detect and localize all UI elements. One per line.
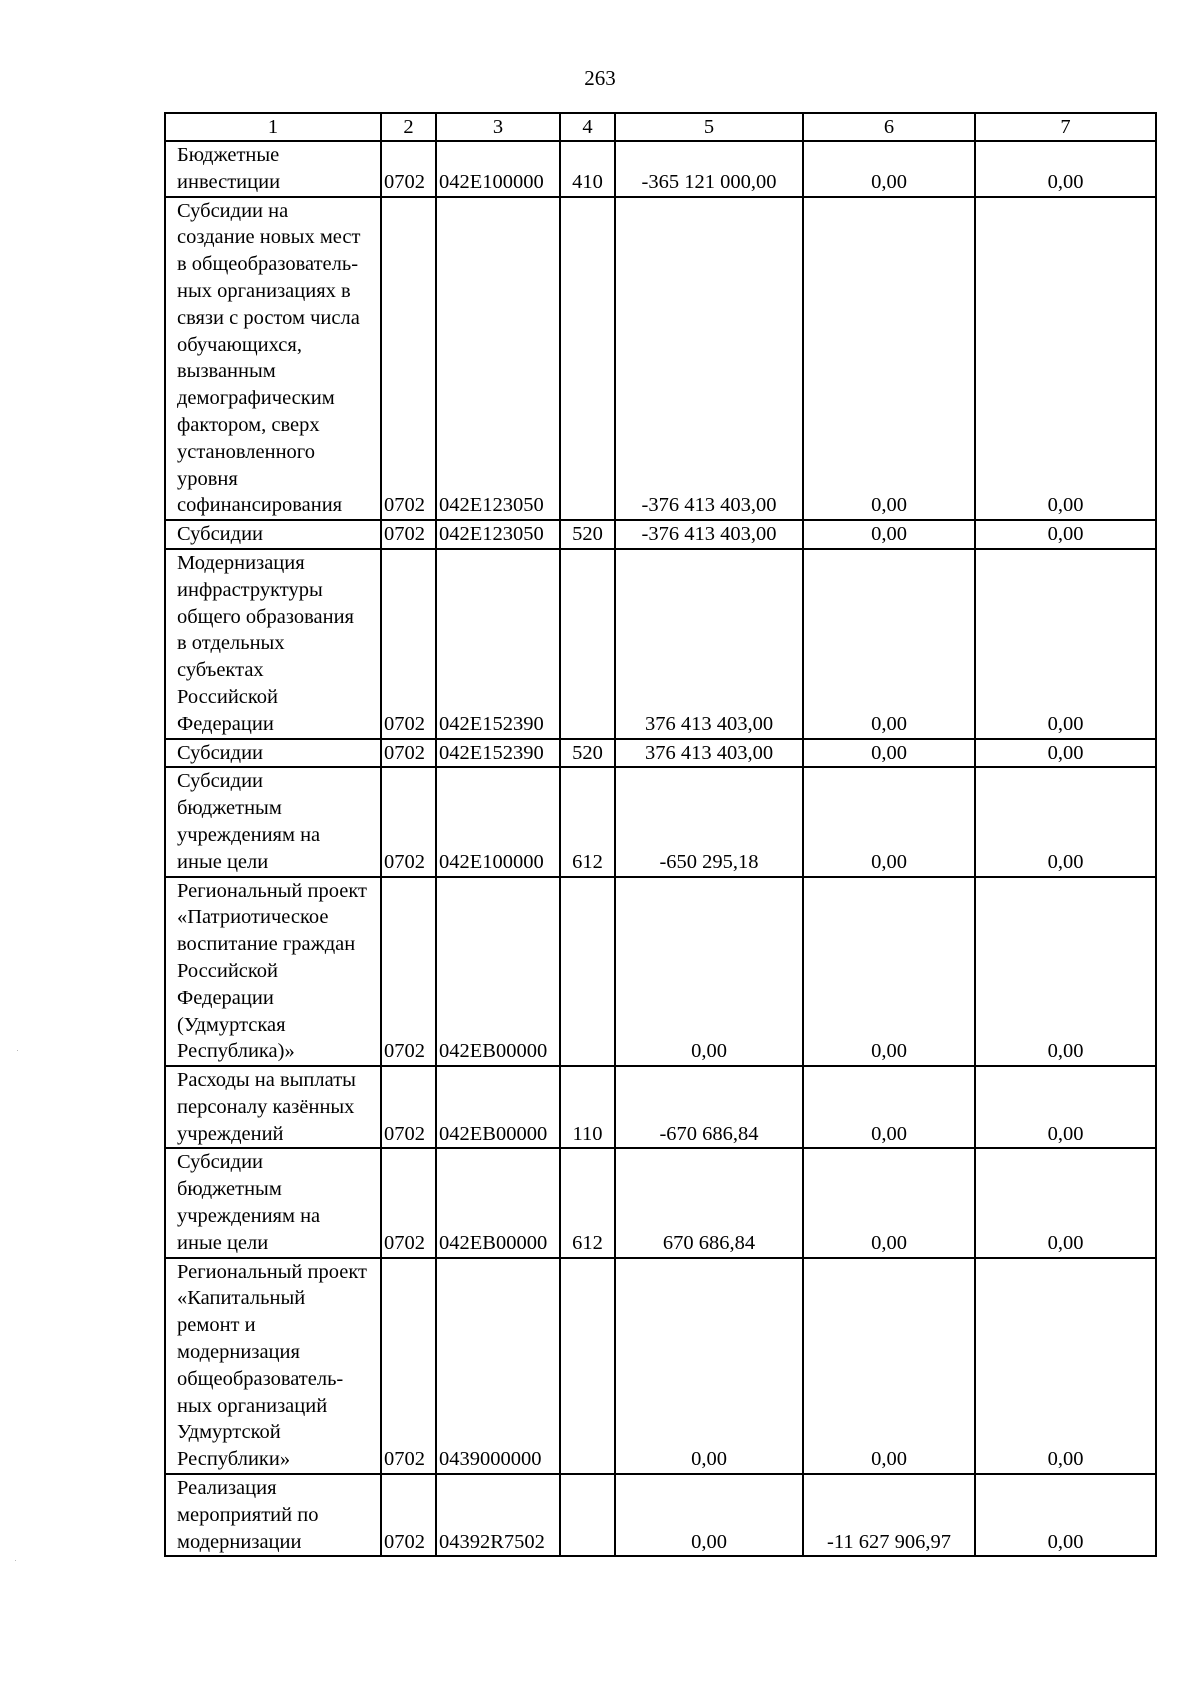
amount-col7-cell: 0,00 xyxy=(975,549,1156,739)
row-name-text: Региональный проект «Капитальный ремонт и модернизация общеобразователь- ных организаций Удмуртской Республики» xyxy=(177,1260,367,1471)
table-row xyxy=(165,1258,1156,1474)
section-code-cell: 0702 xyxy=(381,141,436,197)
row-name-text: Субсидии бюджетным учреждениям на иные цели xyxy=(177,770,321,873)
header-row xyxy=(165,113,1156,141)
target-article-cell: 042E123050 xyxy=(436,520,560,549)
expense-type-cell: 520 xyxy=(560,739,615,768)
expense-type-cell: 612 xyxy=(560,1148,615,1257)
target-article-cell: 042E152390 xyxy=(436,739,560,768)
amount-col6-cell: 0,00 xyxy=(803,877,975,1067)
section-code-cell: 0702 xyxy=(381,520,436,549)
row-name-cell xyxy=(165,141,381,197)
amount-col7-cell: 0,00 xyxy=(975,1474,1156,1556)
row-name-text: Реализация мероприятий по модернизации xyxy=(177,1477,319,1553)
target-article-cell: 042EB00000 xyxy=(436,1066,560,1148)
budget-table xyxy=(164,112,1157,1557)
row-name-cell xyxy=(165,1474,381,1556)
amount-col7-cell: 0,00 xyxy=(975,877,1156,1067)
amount-col6-cell: -11 627 906,97 xyxy=(803,1474,975,1556)
column-header: 6 xyxy=(803,113,975,141)
amount-col6-cell: 0,00 xyxy=(803,197,975,521)
expense-type-cell: 110 xyxy=(560,1066,615,1148)
amount-col5-cell: -365 121 000,00 xyxy=(615,141,803,197)
amount-col7-cell: 0,00 xyxy=(975,1258,1156,1474)
amount-col5-cell: 0,00 xyxy=(615,1474,803,1556)
column-header: 4 xyxy=(560,113,615,141)
row-name-text: Субсидии xyxy=(177,741,264,764)
table-row xyxy=(165,141,1156,197)
target-article-cell: 042EB00000 xyxy=(436,877,560,1067)
amount-col7-cell: 0,00 xyxy=(975,520,1156,549)
target-article-cell: 0439000000 xyxy=(436,1258,560,1474)
amount-col7-cell: 0,00 xyxy=(975,1148,1156,1257)
amount-col5-cell: -376 413 403,00 xyxy=(615,520,803,549)
row-name-cell xyxy=(165,1148,381,1257)
row-name-text: Бюджетные инвестиции xyxy=(177,144,281,193)
amount-col6-cell: 0,00 xyxy=(803,549,975,739)
target-article-cell: 042EB00000 xyxy=(436,1148,560,1257)
table-body xyxy=(165,141,1156,1556)
row-name-text: Региональный проект «Патриотическое воспитание граждан Российской Федерации (Удмуртская Республика)» xyxy=(177,879,367,1063)
amount-col7-cell: 0,00 xyxy=(975,767,1156,876)
expense-type-cell: 612 xyxy=(560,767,615,876)
table-row xyxy=(165,197,1156,521)
amount-col5-cell: 0,00 xyxy=(615,877,803,1067)
table-row xyxy=(165,739,1156,768)
row-name-text: Расходы на выплаты персоналу казённых учреждений xyxy=(177,1069,356,1145)
amount-col7-cell: 0,00 xyxy=(975,197,1156,521)
target-article-cell: 04392R7502 xyxy=(436,1474,560,1556)
column-header: 2 xyxy=(381,113,436,141)
table-row xyxy=(165,1148,1156,1257)
scan-speck xyxy=(15,1560,16,1561)
row-name-cell xyxy=(165,767,381,876)
amount-col5-cell: -670 686,84 xyxy=(615,1066,803,1148)
amount-col6-cell: 0,00 xyxy=(803,520,975,549)
expense-type-cell xyxy=(560,1258,615,1474)
amount-col6-cell: 0,00 xyxy=(803,739,975,768)
expense-type-cell xyxy=(560,197,615,521)
row-name-text: Субсидии xyxy=(177,523,264,546)
amount-col6-cell: 0,00 xyxy=(803,1066,975,1148)
section-code-cell: 0702 xyxy=(381,739,436,768)
target-article-cell: 042E100000 xyxy=(436,767,560,876)
section-code-cell: 0702 xyxy=(381,1258,436,1474)
table-row xyxy=(165,1066,1156,1148)
expense-type-cell: 410 xyxy=(560,141,615,197)
amount-col5-cell: 670 686,84 xyxy=(615,1148,803,1257)
amount-col7-cell: 0,00 xyxy=(975,1066,1156,1148)
section-code-cell: 0702 xyxy=(381,1066,436,1148)
table-row xyxy=(165,877,1156,1067)
row-name-text: Модернизация инфраструктуры общего образования в отдельных субъектах Российской Федерации xyxy=(177,551,354,735)
section-code-cell: 0702 xyxy=(381,197,436,521)
expense-type-cell: 520 xyxy=(560,520,615,549)
table-row xyxy=(165,1474,1156,1556)
amount-col5-cell: -650 295,18 xyxy=(615,767,803,876)
table-row xyxy=(165,549,1156,739)
target-article-cell: 042E100000 xyxy=(436,141,560,197)
section-code-cell: 0702 xyxy=(381,877,436,1067)
amount-col6-cell: 0,00 xyxy=(803,767,975,876)
expense-type-cell xyxy=(560,1474,615,1556)
section-code-cell: 0702 xyxy=(381,549,436,739)
amount-col7-cell: 0,00 xyxy=(975,739,1156,768)
amount-col7-cell: 0,00 xyxy=(975,141,1156,197)
target-article-cell: 042E152390 xyxy=(436,549,560,739)
column-header: 3 xyxy=(436,113,560,141)
section-code-cell: 0702 xyxy=(381,1148,436,1257)
table-row xyxy=(165,767,1156,876)
expense-type-cell xyxy=(560,877,615,1067)
page-number: 263 xyxy=(584,66,616,90)
row-name-cell xyxy=(165,1258,381,1474)
amount-col6-cell: 0,00 xyxy=(803,1258,975,1474)
amount-col6-cell: 0,00 xyxy=(803,1148,975,1257)
amount-col6-cell: 0,00 xyxy=(803,141,975,197)
row-name-cell xyxy=(165,197,381,521)
expense-type-cell xyxy=(560,549,615,739)
column-header: 1 xyxy=(165,113,381,141)
amount-col5-cell: 0,00 xyxy=(615,1258,803,1474)
scan-speck xyxy=(17,1050,18,1051)
amount-col5-cell: 376 413 403,00 xyxy=(615,739,803,768)
row-name-text: Субсидии на создание новых мест в общеобразователь- ных организациях в связи с ростом числа обучающихся, вызванным демографическим фактором, сверх установленного уровня софинансирования xyxy=(177,199,361,517)
amount-col5-cell: -376 413 403,00 xyxy=(615,197,803,521)
column-header: 7 xyxy=(975,113,1156,141)
section-code-cell: 0702 xyxy=(381,1474,436,1556)
row-name-cell xyxy=(165,520,381,549)
section-code-cell: 0702 xyxy=(381,767,436,876)
row-name-cell xyxy=(165,739,381,768)
row-name-text: Субсидии бюджетным учреждениям на иные цели xyxy=(177,1151,321,1254)
column-header: 5 xyxy=(615,113,803,141)
amount-col5-cell: 376 413 403,00 xyxy=(615,549,803,739)
table-row xyxy=(165,520,1156,549)
row-name-cell xyxy=(165,877,381,1067)
target-article-cell: 042E123050 xyxy=(436,197,560,521)
row-name-cell xyxy=(165,549,381,739)
row-name-cell xyxy=(165,1066,381,1148)
